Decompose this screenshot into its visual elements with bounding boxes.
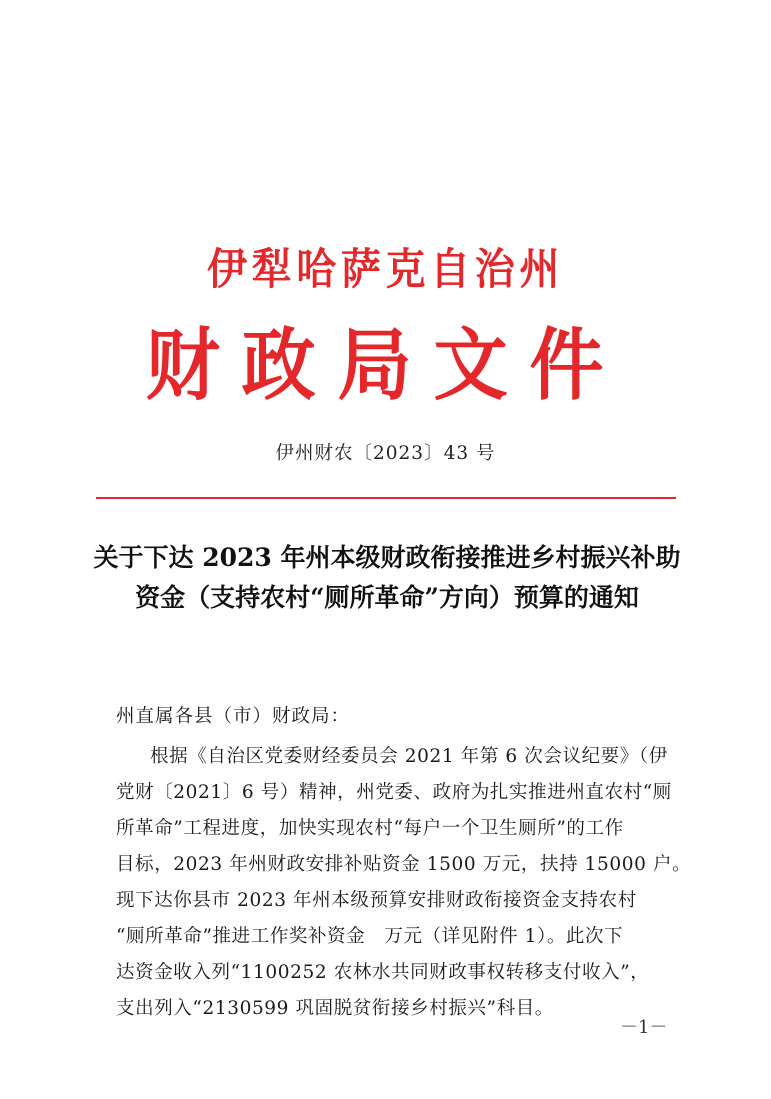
body-line-2: 党财〔2021〕6 号）精神，州党委、政府为扎实推进州直农村“厕 [116,782,672,803]
document-type-heading: 财政局文件 [145,321,626,411]
body-line-1: 根据《自治区党委财经委员会 2021 年第 6 次会议纪要》（伊 [150,746,668,767]
red-divider-line [96,497,676,499]
document-title-line-2: 资金（支持农村“厕所革命”方向）预算的通知 [135,583,639,612]
document-number: 伊州财农〔2023〕43 号 [275,443,496,464]
document-title-line-1: 关于下达 2023 年州本级财政衔接推进乡村振兴补助 [93,543,681,572]
body-line-5: 现下达你县市 2023 年州本级预算安排财政衔接资金支持农村 [116,890,637,911]
body-line-4: 目标，2023 年州财政安排补贴资金 1500 万元，扶持 15000 户。 [116,854,692,875]
page-number: －1－ [620,1017,668,1038]
salutation: 州直属各县（市）财政局： [116,706,351,727]
body-line-3: 所革命”工程进度，加快实现农村“每户一个卫生厕所”的工作 [116,818,624,839]
body-line-6: “厕所革命”推进工作奖补资金 万元（详见附件 1）。此次下 [116,926,624,947]
body-line-7: 达资金收入列“1100252 农林水共同财政事权转移支付收入”， [116,962,650,983]
issuing-organization-name: 伊犁哈萨克自治州 [206,245,565,295]
body-line-8: 支出列入“2130599 巩固脱贫衔接乡村振兴”科目。 [116,998,554,1019]
